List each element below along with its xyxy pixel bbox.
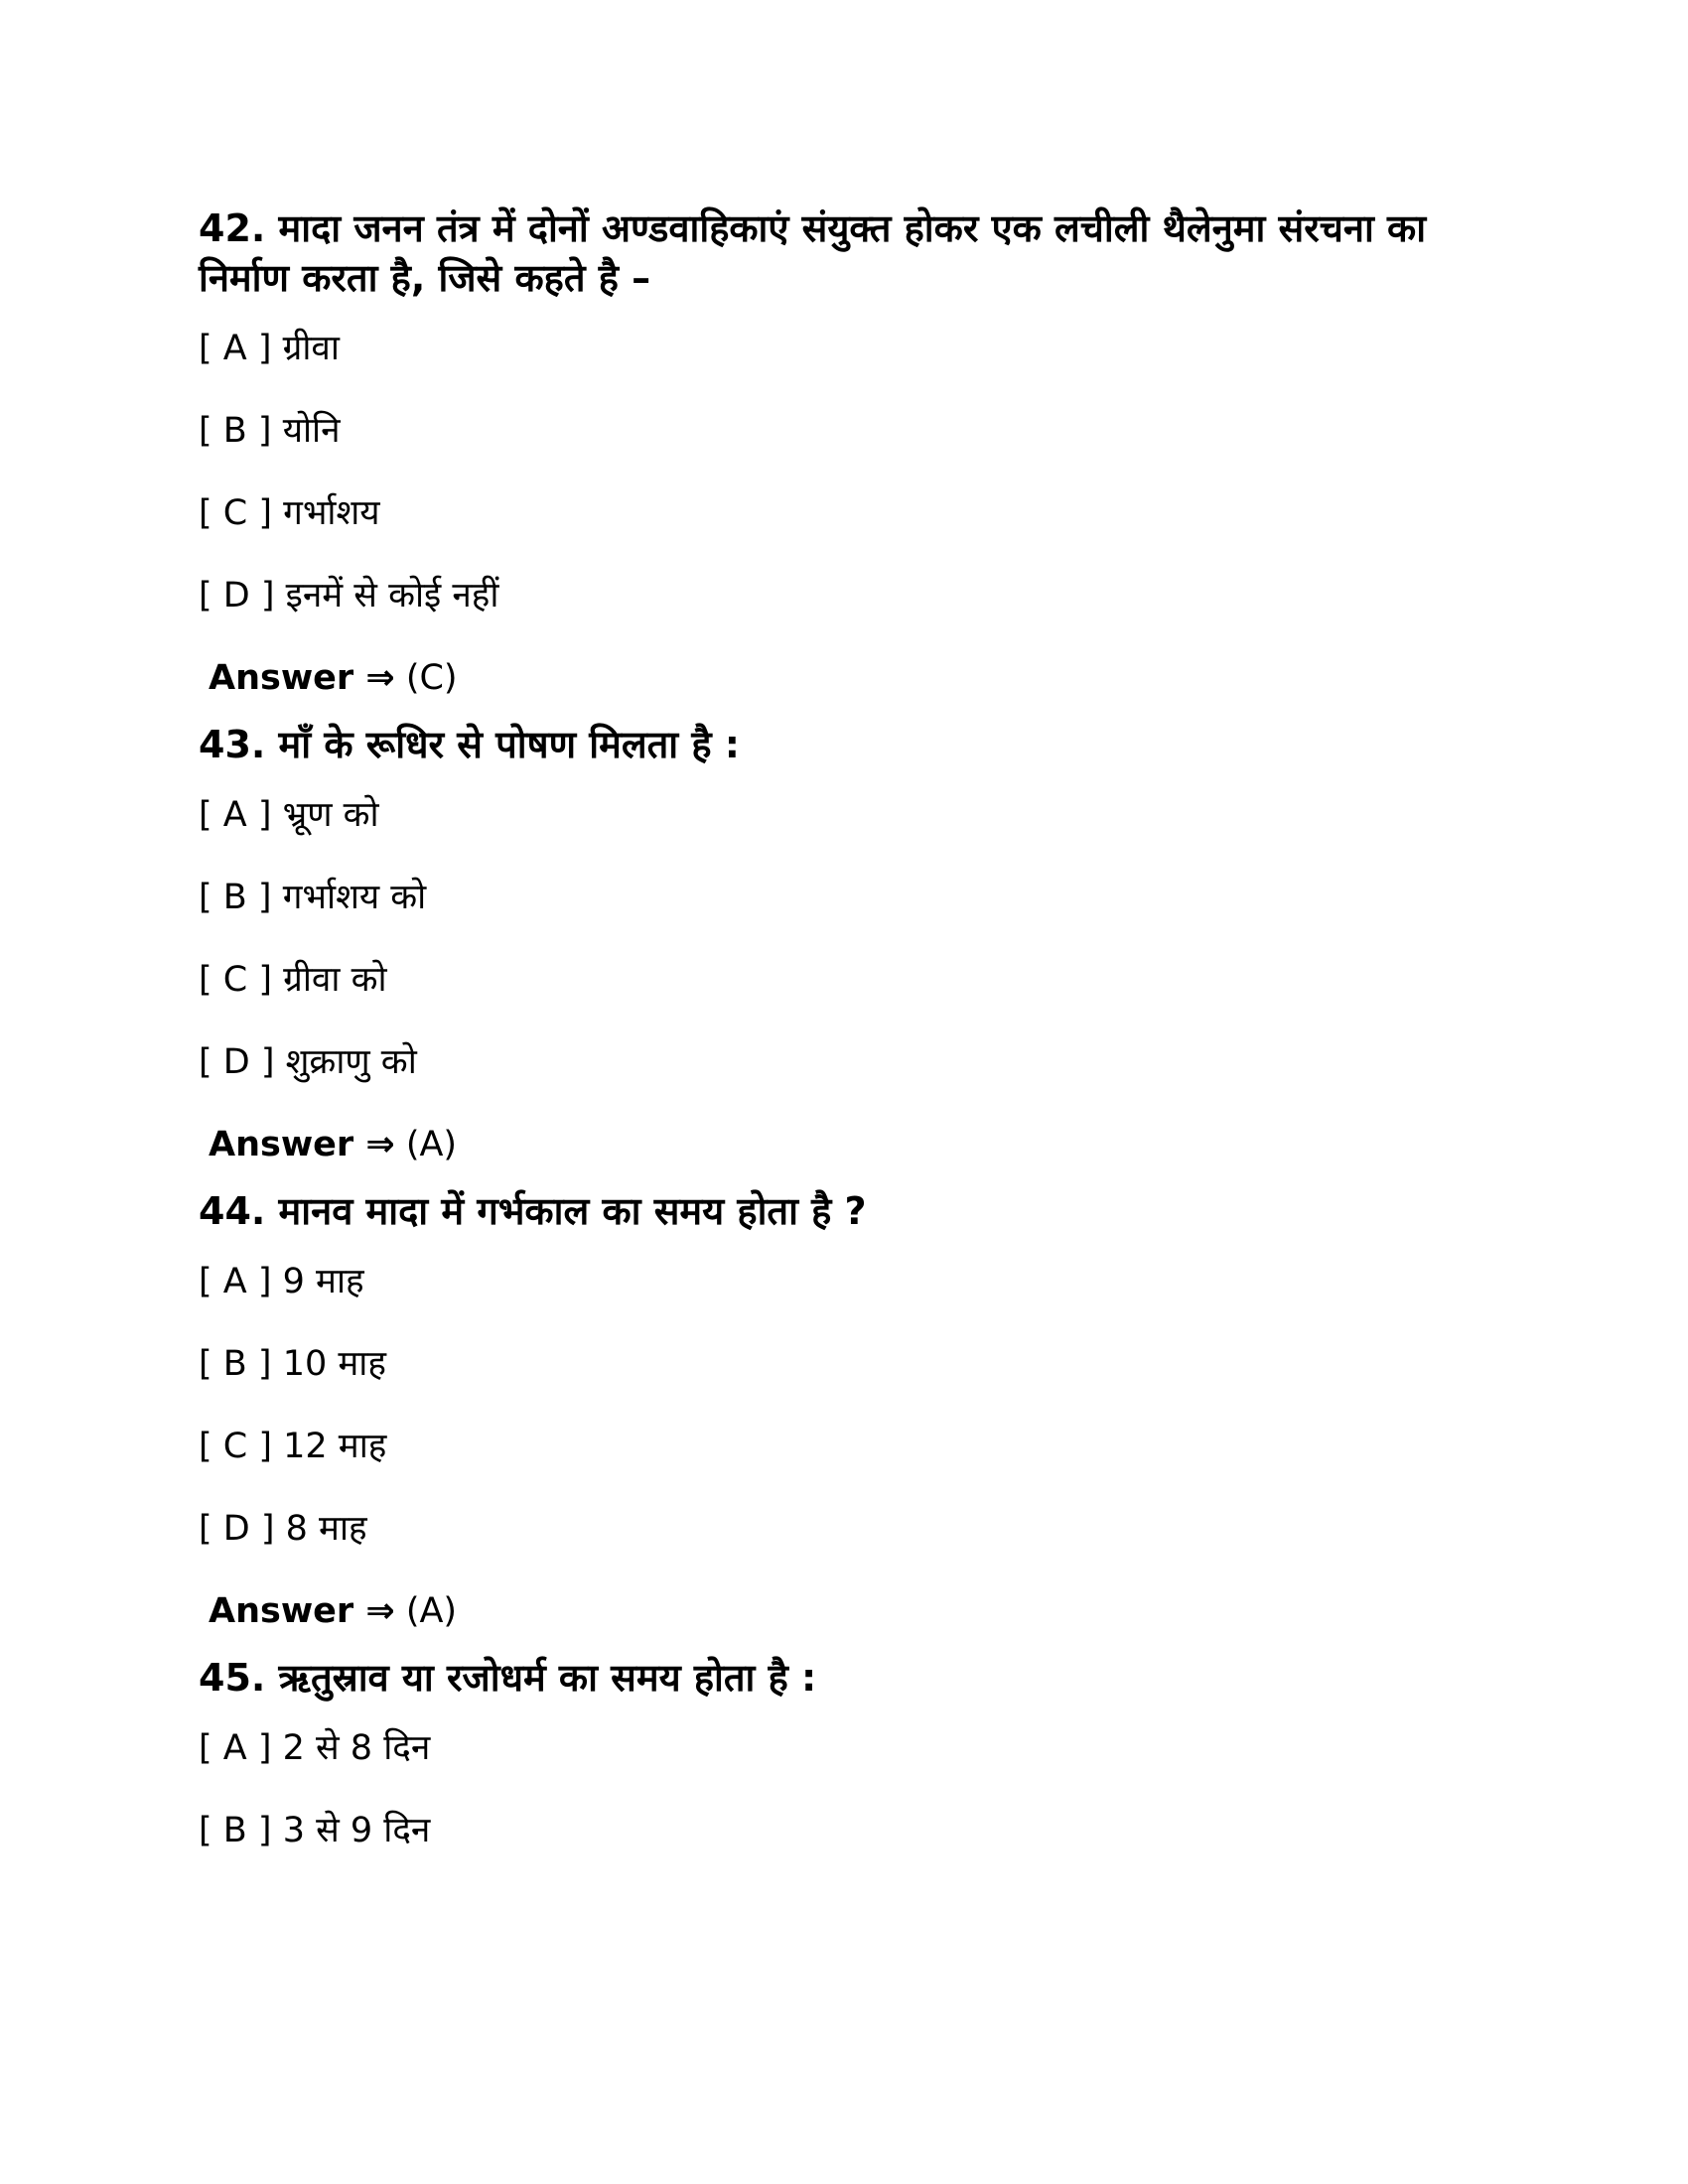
question-title: 42. मादा जनन तंत्र में दोनों अण्डवाहिकाएं संयुक्त होकर एक लचीली थैलेनुमा संरचना का निर्माण करता है, जिसे कहते है –: [199, 206, 1427, 300]
option-d: [ D ] शुक्राणु को: [199, 1042, 417, 1082]
option-b: [ B ] योनि: [199, 411, 341, 451]
question-43: [199, 720, 1489, 1168]
option-c: [ C ] गर्भाशय: [199, 493, 380, 533]
question-45: [199, 1653, 1489, 1854]
answer-label: Answer ⇒: [209, 1125, 395, 1164]
answer-label: Answer ⇒: [209, 1591, 395, 1631]
question-44: [199, 1186, 1489, 1635]
answer-line: [209, 654, 1489, 702]
option-a: [ A ] ग्रीवा: [199, 329, 340, 368]
option-b: [ B ] 10 माह: [199, 1344, 386, 1384]
question-42: [199, 204, 1489, 702]
answer-line: [209, 1587, 1489, 1635]
answer-value: (A): [405, 1591, 458, 1631]
question-title: 44. मानव मादा में गर्भकाल का समय होता है ?: [199, 1189, 867, 1233]
option-a: [ A ] 9 माह: [199, 1262, 364, 1301]
answer-value: (C): [405, 658, 458, 698]
answer-value: (A): [405, 1125, 458, 1164]
answer-label: Answer ⇒: [209, 658, 395, 698]
option-b: [ B ] गर्भाशय को: [199, 878, 427, 917]
option-a: [ A ] 2 से 8 दिन: [199, 1728, 431, 1768]
option-b: [ B ] 3 से 9 दिन: [199, 1811, 431, 1850]
option-c: [ C ] ग्रीवा को: [199, 960, 387, 1000]
option-a: [ A ] भ्रूण को: [199, 795, 379, 835]
option-c: [ C ] 12 माह: [199, 1427, 387, 1466]
option-d: [ D ] 8 माह: [199, 1509, 367, 1549]
document-page: [199, 204, 1489, 1889]
question-title: 43. माँ के रूधिर से पोषण मिलता है :: [199, 723, 740, 766]
question-title: 45. ऋतुस्राव या रजोधर्म का समय होता है :: [199, 1656, 817, 1700]
answer-line: [209, 1121, 1489, 1168]
option-d: [ D ] इनमें से कोई नहीं: [199, 576, 499, 615]
